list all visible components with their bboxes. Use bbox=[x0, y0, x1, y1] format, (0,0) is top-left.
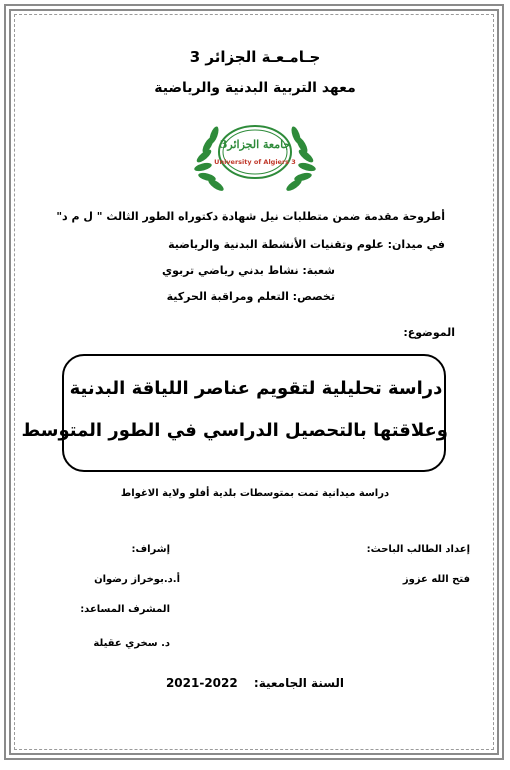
supervision-label: إشراف: bbox=[131, 544, 170, 555]
university-name: جـامـعـة الجزائر 3 bbox=[189, 48, 321, 66]
title-line-1: دراسة تحليلية لتقويم عناصر اللياقة البدنية bbox=[69, 378, 443, 399]
academic-year-label: السنة الجامعية: bbox=[253, 676, 345, 690]
subject-label: الموضوع: bbox=[403, 326, 455, 339]
specialization-line: تخصص: التعلم ومراقبة الحركية bbox=[166, 290, 335, 303]
student-name: فتح الله عزوز bbox=[402, 574, 470, 585]
study-note: دراسة ميدانية تمت بمتوسطات بلدية أفلو ولاية الاغواط bbox=[120, 488, 390, 499]
logo-arabic-text: جامعة الجزائر3 bbox=[219, 138, 291, 151]
supervisor-name: أ.د.بوخراز رضوان bbox=[94, 574, 180, 585]
co-supervisor-name: د. سخري عقيلة bbox=[93, 638, 170, 649]
title-line-2: وعلاقتها بالتحصيل الدراسي في الطور المتوسط bbox=[21, 420, 448, 441]
university-logo bbox=[190, 112, 320, 194]
co-supervisor-label: المشرف المساعد: bbox=[80, 604, 170, 615]
field-line: في ميدان: علوم وتقنيات الأنشطة البدنية والرياضية bbox=[168, 238, 445, 251]
institute-name: معهد التربية البدنية والرياضية bbox=[154, 80, 356, 96]
academic-year-value: 2021-2022 bbox=[165, 676, 238, 690]
branch-line: شعبة: نشاط بدني رياضي تربوي bbox=[162, 264, 335, 277]
logo-english-text: University of Algiers 3 bbox=[214, 158, 296, 166]
academic-year bbox=[0, 676, 510, 690]
thesis-statement: أطروحة مقدمة ضمن متطلبات نيل شهادة دكتوراه الطور الثالث " ل م د" bbox=[56, 210, 445, 223]
title-box bbox=[21, 354, 448, 472]
prepared-by-label: إعداد الطالب الباحث: bbox=[366, 544, 470, 555]
